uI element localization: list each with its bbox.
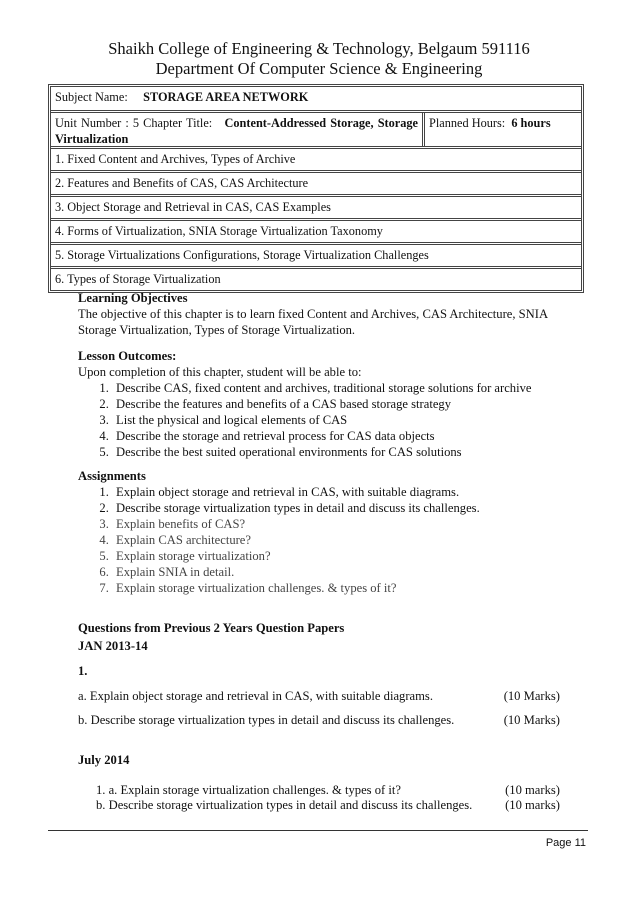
question-row: [78, 688, 560, 704]
list-item: 3. List the physical and logical elements of CAS: [112, 412, 568, 428]
previous-papers-title: Questions from Previous 2 Years Question Papers: [78, 621, 345, 635]
assignments-list: [78, 484, 568, 596]
topic-text: 4. Forms of Virtualization, SNIA Storage Virtualization Taxonomy: [55, 224, 383, 238]
question-row: [96, 782, 560, 798]
topic-text: 2. Features and Benefits of CAS, CAS Architecture: [55, 176, 309, 190]
question-text: b. Describe storage virtualization types in detail and discuss its challenges.: [96, 798, 473, 812]
list-item: 1. Describe CAS, fixed content and archives, traditional storage solutions for archive: [112, 380, 568, 396]
list-item: 4. Describe the storage and retrieval process for CAS data objects: [112, 428, 568, 444]
assignments: [78, 468, 568, 596]
list-item: 4. Explain CAS architecture?: [112, 532, 568, 548]
topic-text: 5. Storage Virtualizations Configurations, Storage Virtualization Challenges: [55, 248, 429, 262]
lesson-outcomes: [78, 348, 568, 460]
college-title: Shaikh College of Engineering & Technology, Belgaum 591116: [108, 39, 530, 58]
topic-row: [51, 170, 581, 194]
question-text: 1. a. Explain storage virtualization challenges. & types of it?: [96, 783, 401, 797]
subject-row: [51, 87, 581, 110]
unit-row: [51, 110, 581, 146]
question-marks: (10 marks): [505, 783, 560, 797]
page-number: Page 11: [545, 837, 586, 849]
list-item: 3. Explain benefits of CAS?: [112, 516, 568, 532]
unit-cell: [51, 113, 422, 146]
hours-cell: [422, 113, 581, 146]
hours-label: Planned Hours:: [429, 116, 506, 130]
jan-question-number: 1.: [78, 664, 88, 678]
list-item: 5. Explain storage virtualization?: [112, 548, 568, 564]
question-text: b. Describe storage virtualization types in detail and discuss its challenges.: [78, 713, 455, 727]
topic-row: [51, 218, 581, 242]
syllabus-table: [48, 84, 584, 293]
topic-row: [51, 242, 581, 266]
topic-text: 6. Types of Storage Virtualization: [55, 272, 221, 286]
question-text: a. Explain object storage and retrieval in CAS, with suitable diagrams.: [78, 689, 433, 703]
hours-value: 6 hours: [511, 116, 551, 130]
list-item: 7. Explain storage virtualization challenges. & types of it?: [112, 580, 568, 596]
unit-title: Content-Addressed Storage, Storage Virtualization: [55, 116, 418, 146]
topic-row: [51, 194, 581, 218]
footer-divider: [48, 830, 588, 831]
objectives-text: The objective of this chapter is to learn fixed Content and Archives, CAS Architecture, SNIA Storage Virtualization, Types of Storage Virtualization.: [78, 307, 548, 337]
topic-text: 3. Object Storage and Retrieval in CAS, CAS Examples: [55, 200, 331, 214]
outcomes-list: [78, 380, 568, 460]
assignments-title: Assignments: [78, 469, 146, 483]
topic-row: [51, 146, 581, 170]
list-item: 2. Describe storage virtualization types in detail and discuss its challenges.: [112, 500, 568, 516]
list-item: 5. Describe the best suited operational environments for CAS solutions: [112, 444, 568, 460]
topic-text: 1. Fixed Content and Archives, Types of Archive: [55, 152, 296, 166]
question-marks: (10 marks): [505, 798, 560, 812]
learning-objectives: [78, 290, 568, 338]
list-item: 1. Explain object storage and retrieval in CAS, with suitable diagrams.: [112, 484, 568, 500]
outcomes-intro: Upon completion of this chapter, student will be able to:: [78, 365, 362, 379]
question-marks: (10 Marks): [503, 689, 560, 703]
outcomes-title: Lesson Outcomes:: [78, 349, 177, 363]
july-title: July 2014: [78, 753, 130, 767]
list-item: 2. Describe the features and benefits of a CAS based storage strategy: [112, 396, 568, 412]
question-row: [96, 797, 560, 813]
objectives-title: Learning Objectives: [78, 291, 188, 305]
topic-row: [51, 266, 581, 290]
question-row: [78, 712, 560, 728]
list-item: 6. Explain SNIA in detail.: [112, 564, 568, 580]
subject-value: STORAGE AREA NETWORK: [143, 90, 309, 104]
subject-label: Subject Name:: [55, 90, 128, 104]
question-marks: (10 Marks): [503, 713, 560, 727]
jan-title: JAN 2013-14: [78, 639, 148, 653]
department-title: Department Of Computer Science & Engineering: [155, 59, 483, 78]
unit-prefix: Unit Number : 5 Chapter Title:: [55, 116, 213, 130]
